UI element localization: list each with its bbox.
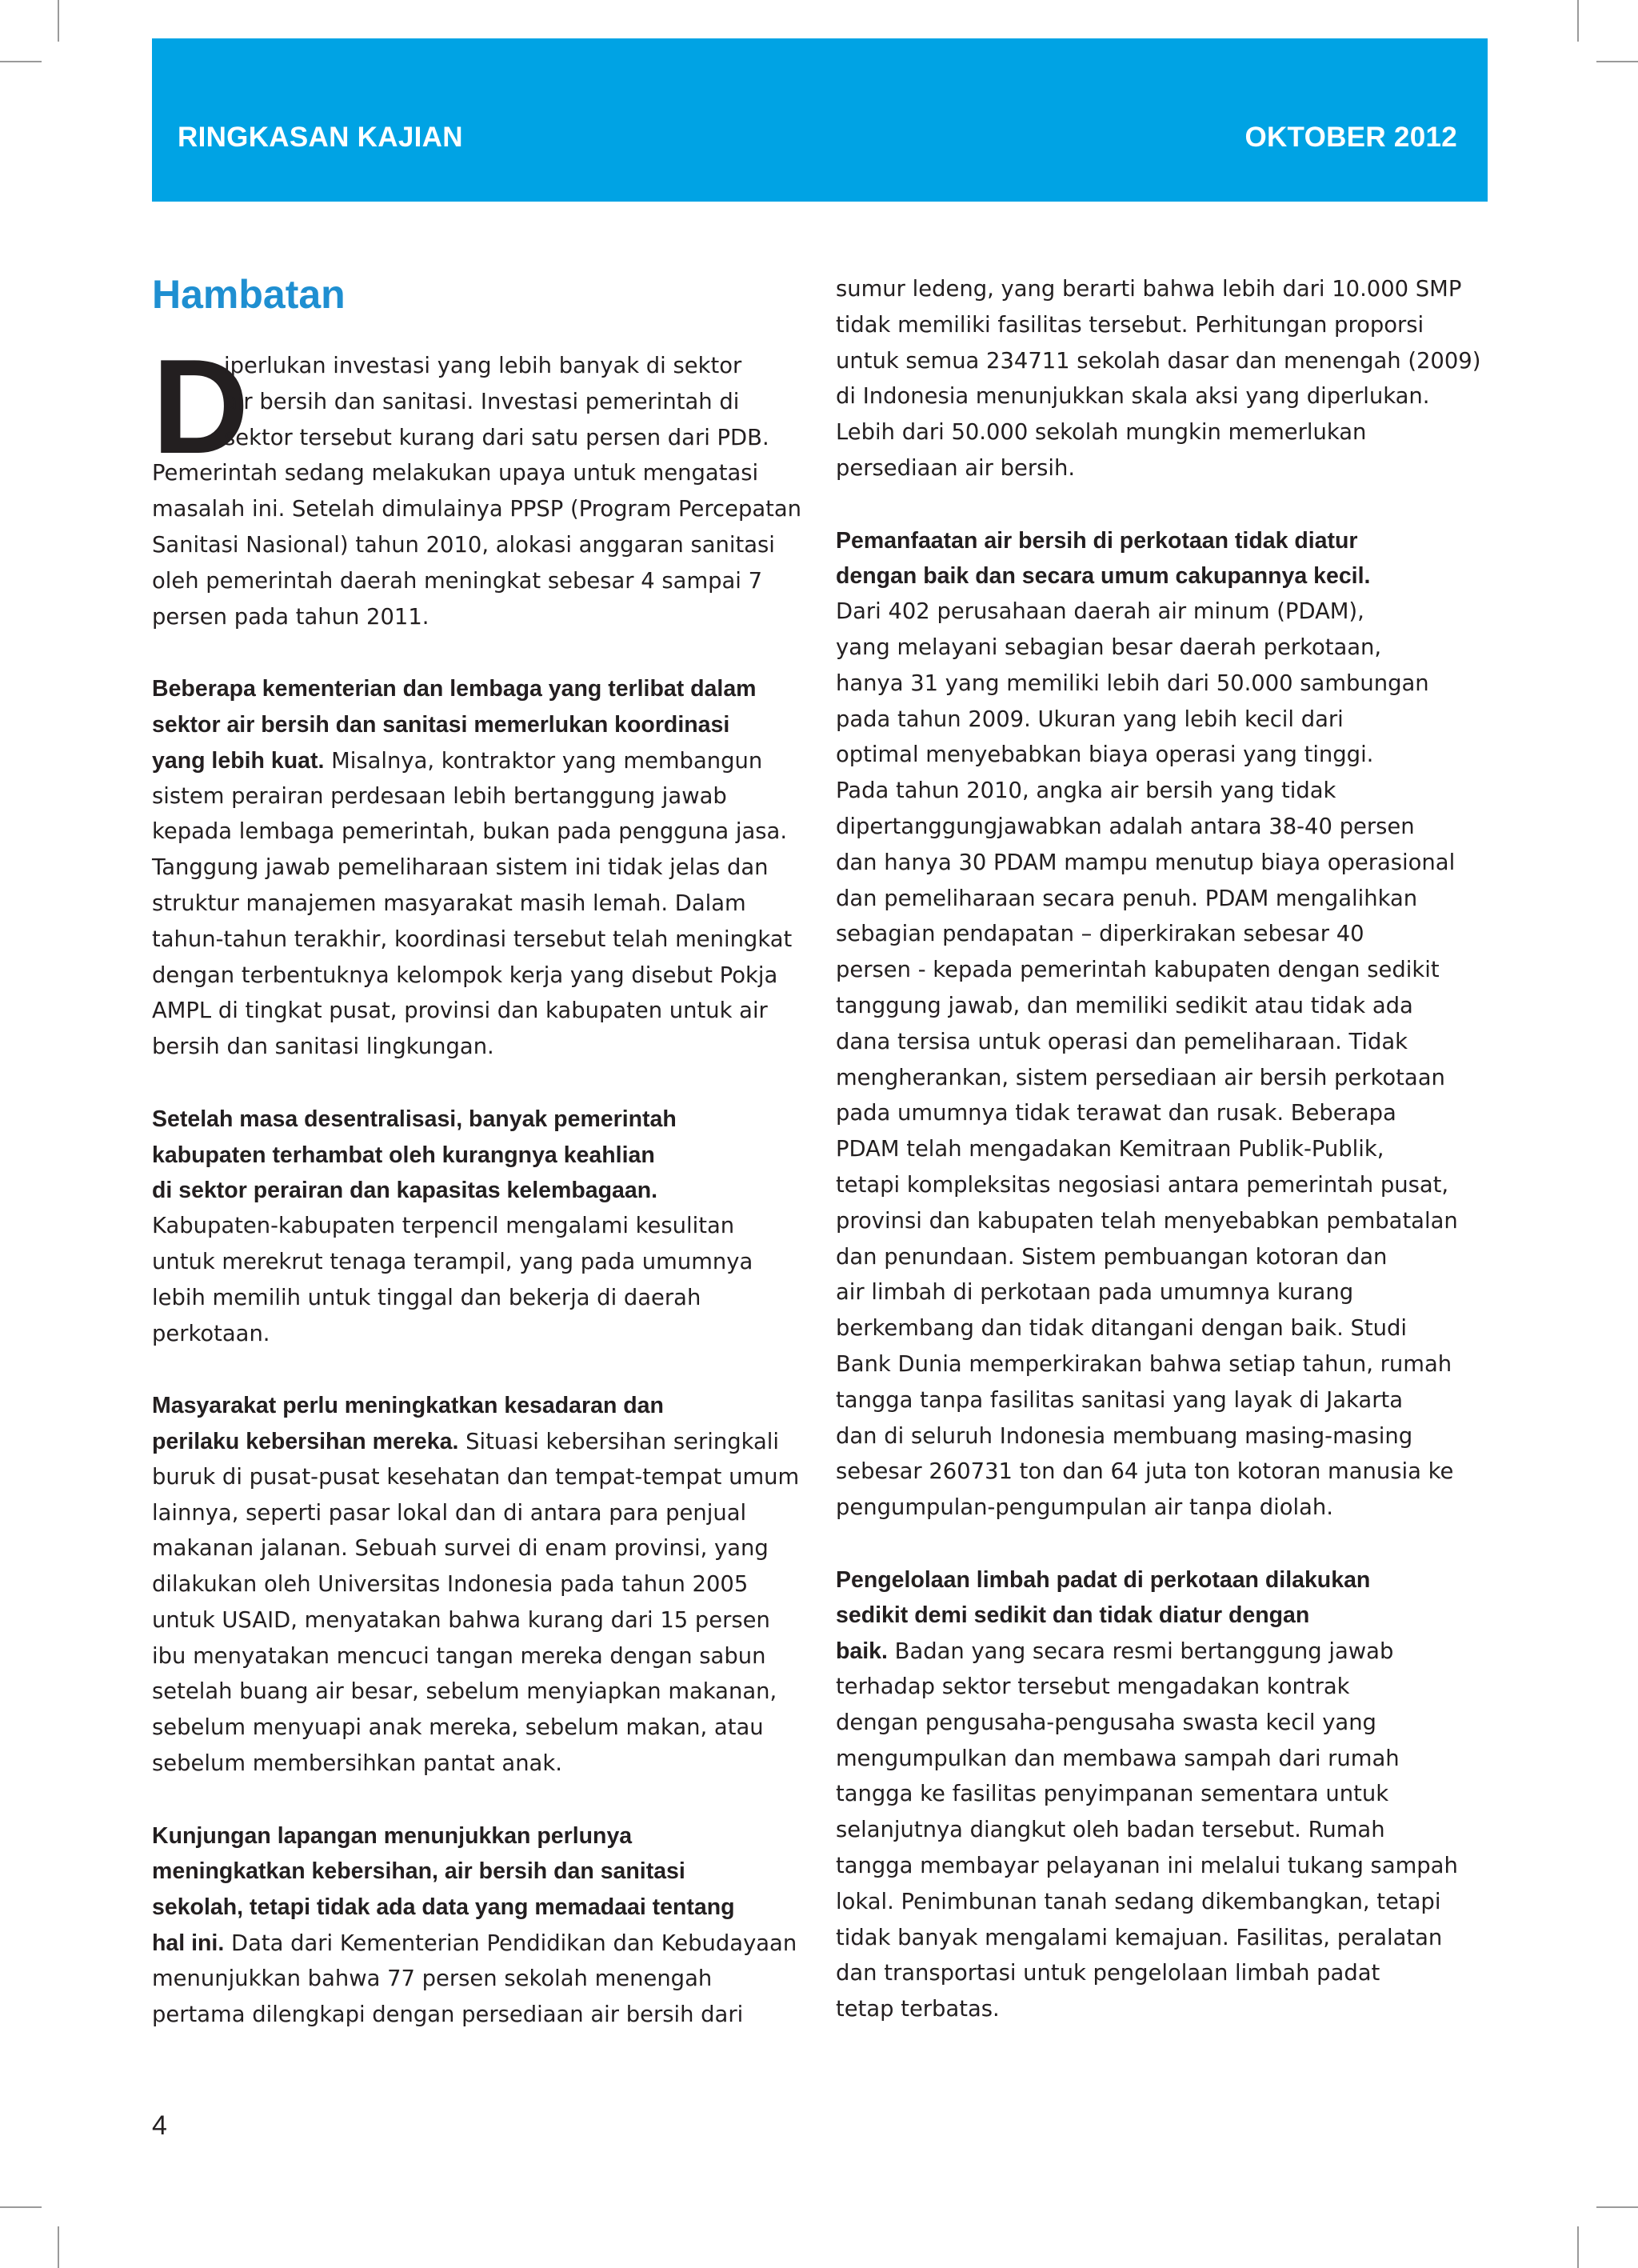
crop-mark bbox=[58, 2226, 59, 2268]
body-text: air bersih dan sanitasi. Investasi pemerintah di bbox=[224, 389, 740, 414]
text-line bbox=[152, 1102, 808, 1138]
body-text: berkembang dan tidak ditangani dengan baik. Studi bbox=[836, 1316, 1407, 1342]
text-line bbox=[836, 415, 1492, 451]
paragraph-gap bbox=[836, 1526, 1492, 1562]
body-text: dan pemeliharaan secara penuh. PDAM mengalihkan bbox=[836, 886, 1418, 911]
text-line bbox=[836, 523, 1492, 559]
text-line bbox=[836, 846, 1492, 882]
body-text: Dari 402 perusahaan daerah air minum (PDAM), bbox=[836, 599, 1364, 625]
text-line bbox=[152, 1460, 808, 1496]
bold-lead-text: hal ini. bbox=[152, 1930, 225, 1957]
paragraph-gap bbox=[152, 1782, 808, 1818]
body-text: sistem perairan perdesaan lebih bertanggung jawab bbox=[152, 783, 727, 809]
body-text: hanya 31 yang memiliki lebih dari 50.000 sambungan bbox=[836, 670, 1429, 696]
body-text: masalah ini. Setelah dimulainya PPSP (Program Percepatan bbox=[152, 497, 801, 522]
crop-mark bbox=[58, 0, 59, 42]
body-text: lokal. Penimbunan tanah sedang dikembangkan, tetapi bbox=[836, 1889, 1441, 1914]
body-text: untuk merekrut tenaga terampil, yang pada umumnya bbox=[152, 1249, 753, 1274]
text-line bbox=[152, 1603, 808, 1639]
bold-lead-text: meningkatkan kebersihan, air bersih dan sanitasi bbox=[152, 1858, 685, 1885]
body-text: sebelum membersihkan pantat anak. bbox=[152, 1751, 562, 1777]
header-series-title: RINGKASAN KAJIAN bbox=[178, 122, 463, 153]
body-text: sektor tersebut kurang dari satu persen dari PDB. bbox=[224, 425, 769, 450]
body-text: iperlukan investasi yang lebih banyak di sektor bbox=[224, 354, 742, 378]
text-line bbox=[152, 1245, 808, 1281]
text-line bbox=[152, 779, 808, 815]
text-line bbox=[152, 1998, 808, 2034]
section-title: Hambatan bbox=[152, 272, 346, 317]
body-text: kepada lembaga pemerintah, bukan pada pengguna jasa. bbox=[152, 819, 788, 845]
text-line bbox=[836, 1311, 1492, 1347]
text-line bbox=[152, 958, 808, 994]
bold-lead-text: Setelah masa desentralisasi, banyak pemerintah bbox=[152, 1106, 677, 1132]
body-text: buruk di pusat-pusat kesehatan dan tempat-tempat umum bbox=[152, 1464, 800, 1490]
body-text: tangga membayar pelayanan ini melalui tukang sampah bbox=[836, 1854, 1458, 1879]
text-line bbox=[836, 1240, 1492, 1276]
right-column bbox=[836, 272, 1492, 2028]
body-text: oleh pemerintah daerah meningkat sebesar 4 sampai 7 bbox=[152, 568, 763, 594]
text-line bbox=[836, 272, 1492, 308]
body-text: Badan yang secara resmi bertanggung jawab bbox=[887, 1639, 1394, 1665]
body-text: tetapi kompleksitas negosiasi antara pemerintah pusat, bbox=[836, 1172, 1449, 1198]
bold-lead-text: yang lebih kuat. bbox=[152, 747, 325, 774]
text-line bbox=[836, 738, 1492, 774]
text-line bbox=[836, 1849, 1492, 1885]
text-line bbox=[836, 1096, 1492, 1132]
body-text: dana tersisa untuk operasi dan pemeliharaan. Tidak bbox=[836, 1029, 1408, 1054]
body-text: dan penundaan. Sistem pembuangan kotoran dan bbox=[836, 1244, 1388, 1270]
body-text: Bank Dunia memperkirakan bahwa setiap tahun, rumah bbox=[836, 1351, 1452, 1377]
bold-lead-text: sekolah, tetapi tidak ada data yang memadaai tentang bbox=[152, 1894, 735, 1921]
text-line bbox=[836, 1025, 1492, 1061]
text-line bbox=[836, 1706, 1492, 1742]
text-line bbox=[836, 774, 1492, 810]
text-line bbox=[836, 1347, 1492, 1383]
paragraph-gap bbox=[152, 1066, 808, 1102]
text-line bbox=[152, 1926, 808, 1962]
text-line bbox=[836, 1956, 1492, 1992]
text-line bbox=[836, 1634, 1492, 1670]
body-text: terhadap sektor tersebut mengadakan kontrak bbox=[836, 1674, 1350, 1700]
body-text: tangga tanpa fasilitas sanitasi yang layak di Jakarta bbox=[836, 1387, 1403, 1413]
text-line bbox=[152, 743, 808, 779]
body-text: ibu menyatakan mencuci tangan mereka dengan sabun bbox=[152, 1643, 766, 1669]
text-line bbox=[152, 922, 808, 958]
text-line bbox=[152, 1746, 808, 1782]
text-line bbox=[836, 1813, 1492, 1849]
body-text: bersih dan sanitasi lingkungan. bbox=[152, 1034, 494, 1060]
text-line bbox=[836, 1742, 1492, 1778]
text-line bbox=[152, 1818, 808, 1854]
body-text: Situasi kebersihan seringkali bbox=[458, 1429, 780, 1454]
body-text: dan hanya 30 PDAM mampu menutup biaya operasional bbox=[836, 850, 1456, 875]
text-line bbox=[836, 1777, 1492, 1813]
body-text: Kabupaten-kabupaten terpencil mengalami kesulitan bbox=[152, 1214, 735, 1239]
body-text: untuk USAID, menyatakan bahwa kurang dari 15 persen bbox=[152, 1607, 770, 1633]
text-line bbox=[152, 456, 808, 492]
text-line bbox=[152, 1317, 808, 1353]
bold-lead-text: Masyarakat perlu meningkatkan kesadaran dan bbox=[152, 1393, 664, 1419]
text-line bbox=[836, 1275, 1492, 1311]
body-text: Pada tahun 2010, angka air bersih yang tidak bbox=[836, 778, 1336, 804]
body-text: Misalnya, kontraktor yang membangun bbox=[324, 748, 763, 774]
text-line bbox=[836, 1132, 1492, 1168]
text-line bbox=[152, 492, 808, 528]
body-text: struktur manajemen masyarakat masih lemah. Dalam bbox=[152, 890, 746, 916]
text-line bbox=[152, 671, 808, 707]
body-text: menunjukkan bahwa 77 persen sekolah menengah bbox=[152, 1966, 713, 1991]
body-text: pengumpulan-pengumpulan air tanpa diolah. bbox=[836, 1495, 1333, 1521]
bold-lead-text: sektor air bersih dan sanitasi memerlukan koordinasi bbox=[152, 711, 730, 738]
text-line bbox=[836, 666, 1492, 702]
text-line bbox=[152, 1496, 808, 1532]
crop-mark bbox=[0, 2206, 42, 2208]
bold-lead-text: sedikit demi sedikit dan tidak diatur dengan bbox=[836, 1602, 1310, 1629]
body-text: sumur ledeng, yang berarti bahwa lebih dari 10.000 SMP bbox=[836, 277, 1462, 302]
body-text: tangga ke fasilitas penyimpanan sementara untuk bbox=[836, 1782, 1389, 1807]
bold-lead-text: di sektor perairan dan kapasitas kelembagaan. bbox=[152, 1178, 658, 1204]
body-text: dilakukan oleh Universitas Indonesia pada tahun 2005 bbox=[152, 1572, 749, 1598]
text-line bbox=[836, 1885, 1492, 1921]
text-line bbox=[152, 1424, 808, 1460]
body-text: tanggung jawab, dan memiliki sedikit atau tidak ada bbox=[836, 993, 1413, 1018]
crop-mark bbox=[0, 61, 42, 62]
body-text: dengan pengusaha-pengusaha swasta kecil yang bbox=[836, 1710, 1376, 1735]
text-line bbox=[152, 1567, 808, 1603]
text-line bbox=[152, 1639, 808, 1675]
paragraph-gap bbox=[152, 1352, 808, 1388]
body-text: pada umumnya tidak terawat dan rusak. Beberapa bbox=[836, 1101, 1396, 1126]
text-line bbox=[836, 344, 1492, 380]
body-text: Lebih dari 50.000 sekolah mungkin memerlukan bbox=[836, 420, 1367, 446]
text-line bbox=[836, 1670, 1492, 1706]
body-text: provinsi dan kabupaten telah menyebabkan pembatalan bbox=[836, 1208, 1458, 1234]
text-line bbox=[836, 917, 1492, 953]
text-line bbox=[152, 1531, 808, 1567]
text-line bbox=[836, 308, 1492, 344]
body-text: selanjutnya diangkut oleh badan tersebut. Rumah bbox=[836, 1818, 1385, 1843]
body-text: lebih memilih untuk tinggal dan bekerja di daerah bbox=[152, 1285, 701, 1310]
body-text: tidak memiliki fasilitas tersebut. Perhitungan proporsi bbox=[836, 312, 1424, 338]
text-line bbox=[152, 814, 808, 850]
body-text: tidak banyak mengalami kemajuan. Fasilitas, peralatan bbox=[836, 1925, 1443, 1950]
body-text: yang melayani sebagian besar daerah perkotaan, bbox=[836, 634, 1382, 660]
body-text: mengumpulkan dan membawa sampah dari rumah bbox=[836, 1746, 1400, 1771]
crop-mark bbox=[1596, 61, 1638, 62]
crop-mark bbox=[1577, 2226, 1579, 2268]
text-line bbox=[152, 850, 808, 886]
drop-cap: D bbox=[152, 331, 248, 482]
body-text: AMPL di tingkat pusat, provinsi dan kabupaten untuk air bbox=[152, 998, 768, 1024]
text-line bbox=[836, 594, 1492, 630]
body-text: mengherankan, sistem persediaan air bersih perkotaan bbox=[836, 1065, 1445, 1090]
body-text: Sanitasi Nasional) tahun 2010, alokasi anggaran sanitasi bbox=[152, 532, 775, 558]
bold-lead-text: kabupaten terhambat oleh kurangnya keahlian bbox=[152, 1142, 655, 1168]
paragraph-gap bbox=[836, 487, 1492, 523]
body-text: lainnya, seperti pasar lokal dan di antara para penjual bbox=[152, 1500, 747, 1526]
body-text: pertama dilengkapi dengan persediaan air bersih dari bbox=[152, 2002, 744, 2027]
text-line bbox=[152, 564, 808, 600]
left-column bbox=[152, 331, 808, 2033]
text-line bbox=[836, 1383, 1492, 1419]
header-date: OKTOBER 2012 bbox=[1244, 122, 1457, 153]
text-line bbox=[836, 1168, 1492, 1204]
text-line bbox=[152, 1209, 808, 1245]
text-line bbox=[836, 1061, 1492, 1097]
bold-lead-text: dengan baik dan secara umum cakupannya kecil. bbox=[836, 563, 1371, 590]
text-line bbox=[836, 379, 1492, 415]
text-line bbox=[152, 385, 808, 421]
body-text: optimal menyebabkan biaya operasi yang tinggi. bbox=[836, 742, 1374, 768]
crop-mark bbox=[1577, 0, 1579, 42]
text-line bbox=[152, 600, 808, 636]
text-line bbox=[152, 1388, 808, 1424]
text-line bbox=[152, 1890, 808, 1926]
text-line bbox=[152, 1138, 808, 1174]
text-line bbox=[836, 558, 1492, 594]
body-text: di Indonesia menunjukkan skala aksi yang diperlukan. bbox=[836, 384, 1430, 410]
text-line bbox=[836, 1454, 1492, 1490]
text-line bbox=[152, 1173, 808, 1209]
bold-lead-text: Pengelolaan limbah padat di perkotaan dilakukan bbox=[836, 1566, 1371, 1593]
body-text: dengan terbentuknya kelompok kerja yang disebut Pokja bbox=[152, 962, 778, 988]
text-line bbox=[152, 1710, 808, 1746]
body-text: dipertanggungjawabkan adalah antara 38-40 persen bbox=[836, 814, 1415, 839]
text-line bbox=[836, 702, 1492, 738]
body-text: untuk semua 234711 sekolah dasar dan menengah (2009) bbox=[836, 348, 1481, 374]
body-text: makanan jalanan. Sebuah survei di enam provinsi, yang bbox=[152, 1536, 769, 1562]
text-line bbox=[836, 1204, 1492, 1240]
text-line bbox=[836, 630, 1492, 666]
text-line bbox=[836, 1921, 1492, 1957]
body-text: persediaan air bersih. bbox=[836, 455, 1076, 481]
text-line bbox=[836, 1562, 1492, 1598]
text-line bbox=[836, 1992, 1492, 2028]
text-line bbox=[152, 707, 808, 743]
text-line bbox=[152, 421, 808, 457]
body-text: PDAM telah mengadakan Kemitraan Publik-Publik, bbox=[836, 1137, 1384, 1162]
text-line bbox=[152, 1030, 808, 1066]
bold-lead-text: Beberapa kementerian dan lembaga yang terlibat dalam bbox=[152, 676, 757, 702]
text-line bbox=[152, 886, 808, 922]
body-text: sebesar 260731 ton dan 64 juta ton kotoran manusia ke bbox=[836, 1459, 1454, 1485]
text-line bbox=[152, 1962, 808, 1998]
body-text: Tanggung jawab pemeliharaan sistem ini tidak jelas dan bbox=[152, 855, 769, 881]
text-line bbox=[836, 953, 1492, 989]
body-text: sebagian pendapatan – diperkirakan sebesar 40 bbox=[836, 922, 1364, 947]
text-line bbox=[152, 1854, 808, 1890]
body-text: tetap terbatas. bbox=[836, 1997, 1000, 2022]
bold-lead-text: perilaku kebersihan mereka. bbox=[152, 1428, 459, 1454]
crop-mark bbox=[1596, 2206, 1638, 2208]
body-text: Pemerintah sedang melakukan upaya untuk mengatasi bbox=[152, 461, 759, 486]
body-text: sebelum menyuapi anak mereka, sebelum makan, atau bbox=[152, 1715, 764, 1741]
body-text: dan transportasi untuk pengelolaan limbah padat bbox=[836, 1961, 1380, 1986]
text-line bbox=[836, 1598, 1492, 1634]
text-line bbox=[836, 810, 1492, 846]
text-line bbox=[836, 989, 1492, 1025]
body-text: tahun-tahun terakhir, koordinasi tersebut telah meningkat bbox=[152, 926, 793, 952]
text-line bbox=[152, 1674, 808, 1710]
page-number: 4 bbox=[152, 2110, 167, 2141]
body-text: dan di seluruh Indonesia membuang masing-masing bbox=[836, 1423, 1413, 1449]
text-line bbox=[836, 882, 1492, 918]
bold-lead-text: baik. bbox=[836, 1638, 888, 1665]
body-text: air limbah di perkotaan pada umumnya kurang bbox=[836, 1280, 1354, 1306]
text-line bbox=[152, 1281, 808, 1317]
bold-lead-text: Pemanfaatan air bersih di perkotaan tidak diatur bbox=[836, 527, 1358, 554]
body-text: Data dari Kementerian Pendidikan dan Kebudayaan bbox=[224, 1931, 797, 1957]
paragraph-gap bbox=[152, 635, 808, 671]
header-banner bbox=[152, 38, 1488, 202]
text-line bbox=[836, 1490, 1492, 1526]
bold-lead-text: Kunjungan lapangan menunjukkan perlunya bbox=[152, 1822, 633, 1849]
text-line bbox=[152, 528, 808, 564]
text-line bbox=[152, 994, 808, 1030]
text-line bbox=[836, 1419, 1492, 1455]
text-line bbox=[836, 451, 1492, 487]
body-text: persen pada tahun 2011. bbox=[152, 604, 429, 630]
text-line bbox=[152, 349, 808, 385]
body-text: persen - kepada pemerintah kabupaten dengan sedikit bbox=[836, 958, 1440, 983]
body-text: perkotaan. bbox=[152, 1321, 270, 1346]
body-text: setelah buang air besar, sebelum menyiapkan makanan, bbox=[152, 1679, 777, 1705]
body-text: pada tahun 2009. Ukuran yang lebih kecil dari bbox=[836, 706, 1344, 732]
